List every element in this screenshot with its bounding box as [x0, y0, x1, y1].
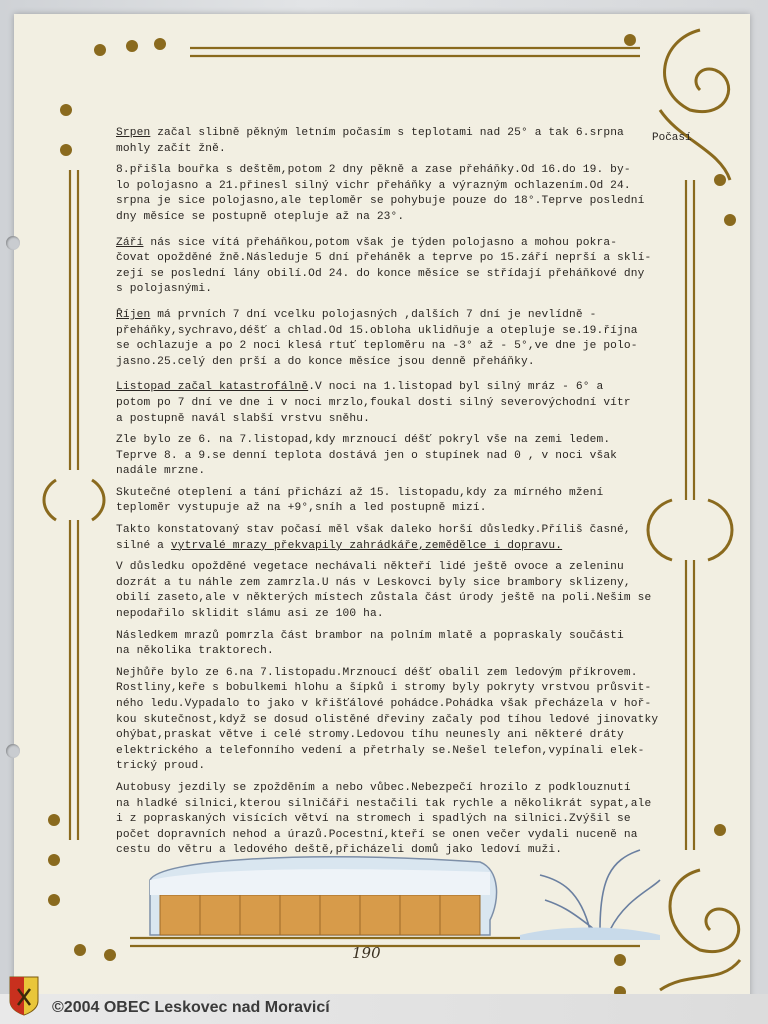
text-line: Takto konstatovaný stav počasí měl však daleko horší důsledky.Příliš časné, — [116, 524, 631, 537]
paragraph — [116, 380, 660, 427]
paragraph — [116, 560, 660, 622]
text-line: i z popraskaných visících větví na stromech i spadlých na silnici.Zvýšil se — [116, 813, 631, 826]
footer-bar — [0, 994, 768, 1024]
page-number: 190 — [352, 944, 381, 962]
text-line: srpna je sice polojasno,ale teploměr se pohybuje pouze do 18°.Teprve poslední — [116, 195, 645, 208]
text-line: ného ledu.Vypadalo to jako v křišťálové pohádce.Pohádka však přecházela v hoř- — [116, 698, 652, 710]
text-line: počet dopravních nehod a úrazů.Pocestní,kteří se onen večer vydali nuceně na — [116, 828, 638, 841]
text-line: kou skutečnost,když se dosud olistěné dřeviny začaly pod tíhou ledové jinovatky — [116, 713, 659, 726]
margin-label-weather: Počasí — [652, 132, 692, 144]
text-line: přeháňky,sychravo,déšť a chlad.Od 15.obloha uklidňuje a otepluje se.19.října — [116, 324, 638, 337]
text-line: mohly začít žně. — [116, 142, 226, 155]
text-line: ohýbat,praskat větve i celé stromy.Ledovou tíhu neunesly ani některé dráty — [116, 729, 624, 742]
paragraph — [116, 236, 660, 298]
text-line: Teprve 8. a 9.se denní teplota dostává jen o stupínek nad 0 , v noci však — [116, 449, 618, 462]
text-line: Zle bylo ze 6. na 7.listopad,kdy mrznoucí déšť pokryl vše na zemi ledem. — [116, 434, 611, 447]
text-line: teploměr vystupuje až na +9°,sníh a led postupně mizí. — [116, 502, 487, 515]
punch-hole — [6, 744, 20, 758]
text-line: 8.přišla bouřka s deštěm,potom 2 dny pěkně a zase přeháňky.Od 16.do 19. by- — [116, 164, 631, 177]
text-line: silné a vytrvalé mrazy překvapily zahrádkáře,zemědělce i dopravu. — [116, 539, 563, 552]
text-line: Následkem mrazů pomrzla část brambor na polním mlatě a popraskaly součásti — [116, 629, 624, 642]
text-line: trický proud. — [116, 760, 206, 773]
punch-hole — [6, 236, 20, 250]
text-line: a postupně navál slabší vrstvu sněhu. — [116, 412, 370, 425]
text-line: dozrát a tu náhle zem zamrzla.U nás v Leskovci byly sice brambory sklizeny, — [116, 576, 631, 589]
paragraph — [116, 666, 660, 775]
coat-of-arms-icon — [8, 975, 40, 1017]
text-line: Srpen začal slibně pěkným letním počasím s teplotami nad 25° a tak 6.srpna — [116, 127, 624, 139]
text-line: Nejhůře bylo ze 6.na 7.listopadu.Mrznoucí déšť obalil zem ledovým příkrovem. — [116, 666, 638, 679]
paragraph — [116, 163, 660, 225]
paragraph — [116, 781, 660, 859]
paragraph — [116, 629, 660, 660]
paragraph — [116, 486, 660, 517]
text-line: Říjen má prvních 7 dní vcelku polojasných ,dalších 7 dní je nevlídně - — [116, 308, 597, 321]
text-line: cestu do větru a ledového deště,přicházeli domů jako ledoví muži. — [116, 844, 563, 857]
text-line: s polojasnými. — [116, 283, 213, 296]
text-line: dny měsíce se postupně otepluje až na 23°. — [116, 210, 405, 223]
paragraph — [116, 308, 660, 370]
paragraph — [116, 126, 660, 157]
chronicle-text — [116, 126, 660, 865]
text-line: nepodařilo sklidit slámu asi ze 100 ha. — [116, 608, 384, 621]
text-line: čovat opožděné žně.Následuje 5 dní přeháněk a teprve po 15.září neprší a sklí- — [116, 252, 652, 265]
paragraph — [116, 433, 660, 480]
text-line: lo polojasno a 21.přinesl silný vichr přeháňky a výrazným ochlazením.Od 24. — [116, 179, 631, 192]
copyright-text: ©2004 OBEC Leskovec nad Moravicí — [52, 999, 330, 1016]
text-line: obilí zaseto,ale v některých místech zůstala část úrody ještě na poli.Nešim se — [116, 592, 652, 605]
text-line: Září nás sice vítá přeháňkou,potom však je týden polojasno a mohou pokra- — [116, 236, 618, 249]
text-line: Listopad začal katastrofálně.V noci na 1.listopad byl silný mráz - 6° a — [116, 381, 604, 394]
text-line: zejí se poslední lány obilí.Od 24. do konce měsíce se střídají přeháňkové dny — [116, 267, 645, 280]
text-line: V důsledku opožděné vegetace nechávali někteří lidé ještě ovoce a zeleninu — [116, 561, 624, 574]
text-line: elektrického a telefonního vedení a přetrhaly se.Nešel telefon,vypínali elek- — [116, 744, 645, 757]
text-line: nadále mrzne. — [116, 465, 206, 478]
paragraph — [116, 523, 660, 554]
text-line: na hladké silnici,kterou silničáři nestačili tak rychle a několikrát sypat,ale — [116, 797, 652, 810]
text-line: na několika traktorech. — [116, 645, 274, 658]
text-line: Autobusy jezdily se zpožděním a nebo vůbec.Nebezpečí hrozilo z podklouznutí — [116, 781, 631, 794]
text-line: Rostliny,keře s bobulkemi hlohu a šípků i stromy byly pokryty vrstvou průsvit- — [116, 682, 652, 695]
text-line: jasno.25.celý den prší a do konce měsíce jsou denně přeháňky. — [116, 355, 535, 368]
text-line: potom po 7 dní ve dne i v noci mrzlo,foukal dosti silný severovýchodní vítr — [116, 396, 631, 409]
text-line: se ochlazuje a po 2 noci klesá rtuť teploměru na -3° až - 5°,ve dne je polo- — [116, 340, 638, 353]
text-line: Skutečné oteplení a tání přichází až 15. listopadu,kdy za mírného mžení — [116, 486, 604, 499]
